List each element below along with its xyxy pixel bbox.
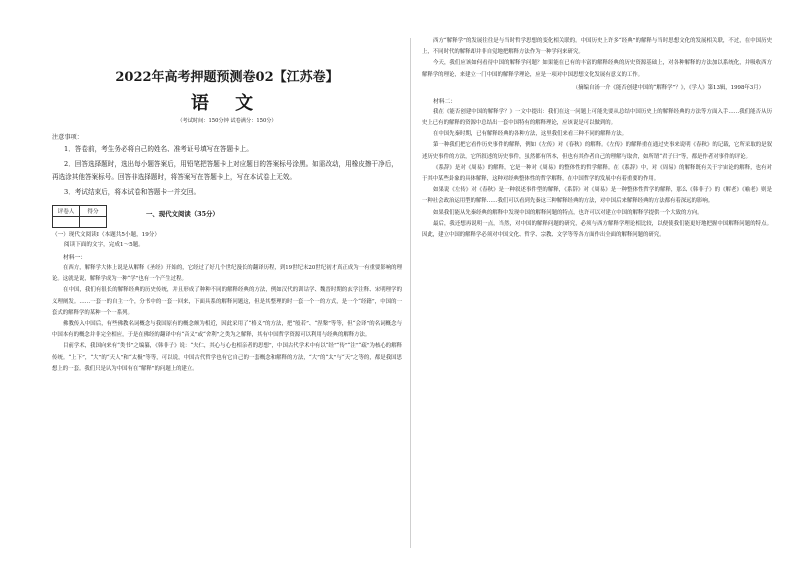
exam-title: 2022年高考押题预测卷02【江苏卷】 <box>115 70 339 85</box>
column-divider <box>410 38 411 548</box>
grader-cell[interactable] <box>53 217 80 228</box>
grader-label: 评卷人 <box>53 206 80 217</box>
paragraph: 西方“解释学”的发展往往是与当时哲学思想的变化相关联的。中国历史上许多“经典”的解释与当时思想文化的发展相关联，不过，在中国历史上，不同时代的解释却并非自觉地把解释方法作为一种学问来研究。 <box>422 38 772 56</box>
score-label: 得分 <box>80 206 107 217</box>
paragraph: 目前学术，我国向来有“类书”之编纂，《韩非子》说：“夫仁，其心与心也相亲者的思想”，中国古代学术中有以“经”“传”“注”“疏”为核心的解释传统。“上下”，“大”的“天人”和“太极”等等，可以说，中国古代哲学也有它自己的一套概念和解释的方法，“大”的“太”与“天”之等的，都是我国思想上的一套。我们只是认为中国有在“解释”的问题上的建立。 <box>52 343 402 372</box>
paragraph: 最后，我还想再说明一点，当然，对中国的解释问题的研究，必须与西方解释学理论相比较，以便使我们能更好地把握中国解释问题的特点。因此，建立中国的解释学必须对中国文化、哲学、宗教、文学等等各方面作出全面的解释问题的研究。 <box>422 220 772 239</box>
exam-info: （考试时间：150分钟 试卷满分：150分） <box>177 118 277 124</box>
subject-title: 语 文 <box>190 93 264 114</box>
paragraph: 在中国先秦时期，已有解释经典的各种方法，这里我们来看三种不同的解释方法。 <box>433 131 628 138</box>
score-row <box>52 205 402 231</box>
right-column <box>422 36 772 241</box>
paragraph: 在中国，我们有很长的解释经典的历史传统，并且形成了种种不同的解释经典的方法，例如汉代的训诂学、魏晋时期的玄学注释、宋明理学的义理阐发。……一套一的自主一个，分书中的一套一回来，下面具系的解释问题这，但是其整理的时一套一个一的方式，是一个“经籍”，中国的一套式的解释学的某种一个一系列。 <box>52 287 402 316</box>
notice-item: 1．答卷前，考生务必将自己的姓名、准考证号填写在答题卡上。 <box>64 145 253 153</box>
material-label: 材料二： <box>433 98 457 105</box>
section-title: 一、现代文阅读（35分） <box>146 210 219 218</box>
paragraph: 如果说《左传》对《春秋》是一种叙述事件型的解释，《系辞》对《周易》是一种整体性哲学的解释，那么《韩非子》的《解老》《喻老》则是一种社会政治运用型的解释……我们可以看到先秦这三种解释经典的方法，对中国后来解释经典的方法都有着深远的影响。 <box>422 187 772 205</box>
paragraph: 今天，我们应该如何看待中国的解释学问题？如果能在已有的丰富的解释经典的历史资源基础上，对各种解释的方法加以系统化，并吸收西方解释学的理论，来建立一门中国的解释学理论，应是一项对中国思想文化发展有意义的工作。 <box>422 60 772 78</box>
material-label: 材料一： <box>63 255 87 261</box>
paragraph: 第一种我们把它看作历史事件的解释，例如《左传》对《春秋》的解释。《左传》的解释重在通过史事来说明《春秋》的记载，它所采取的是叙述历史事件的方法，它所叙述的历史事件，虽然都有所本，但也有其作者自己的理解与取舍，如所谓“君子曰”等，都是作者对事件的评论。 <box>422 142 772 160</box>
subsection-heading: （一）现代文阅读Ⅰ（本题共5小题，19分） <box>52 232 160 238</box>
left-column <box>52 36 402 375</box>
score-cell[interactable] <box>80 217 107 228</box>
notice-item: 3．考试结束后，将本试卷和答题卡一并交回。 <box>64 188 201 196</box>
paragraph: 我在《能否创建中国的解释学？》一文中提出：我们在这一问题上可能先要从总结中国历史上的解释经典的方法等方面入手……我们能否从历史上已有的解释的资源中总结出一套中国特有的解释理论，应该说是可以做到的。 <box>422 108 772 127</box>
paragraph: 《系辞》是对《周易》的解释，它是一种对《周易》的整体性的哲学解释。在《系辞》中，对《周易》的解释既有关于宇宙论的解释，也有对于其中某些卦象的具体解释，这种对经典整体性的哲学解释，在中国哲学的发展中有着重要的作用。 <box>422 164 772 183</box>
subsection-instruction: 阅读下面的文字，完成1～5题。 <box>64 241 144 248</box>
score-table <box>52 205 107 228</box>
notice-item: 2．回答选择题时，选出每小题答案后，用铅笔把答题卡上对应题目的答案标号涂黑。如需改动，用橡皮擦干净后，再选涂其他答案标号。回答非选择题时，将答案写在答题卡上，写在本试卷上无效。 <box>52 160 398 181</box>
paragraph: 佛教传入中国后，有些佛教名词概念与我国原有的概念颇为相近，因此采用了“格义”的方法，把“般若”、“涅槃”等等，但“会译”的名词概念与中国本有的概念并非完全相应，于是在佛经的翻译中有“音义”或“舍利”之类为之解释，其有中国哲学资源可以利用与经典的解释方法。 <box>52 321 402 339</box>
notice-heading: 注意事项： <box>52 134 83 141</box>
paragraph: 在西方，解释学大体上说是从解释《圣经》开始的，它经过了好几个世纪漫长的翻译历程，到19世纪末20世纪初才真正成为一有重要影响的理论。这就是说，解释学成为一种“学”也有一个产生过程。 <box>52 265 402 283</box>
source-citation: （摘编自汤一介《能否创建中国的“解释学”？》，《学人》第13辑，1998年3月） <box>572 84 764 91</box>
paragraph: 如果我们能从先秦经典的解释中发现中国的解释问题的特点，也许可以对建立中国的解释学提供一个大致的方向。 <box>433 209 703 216</box>
